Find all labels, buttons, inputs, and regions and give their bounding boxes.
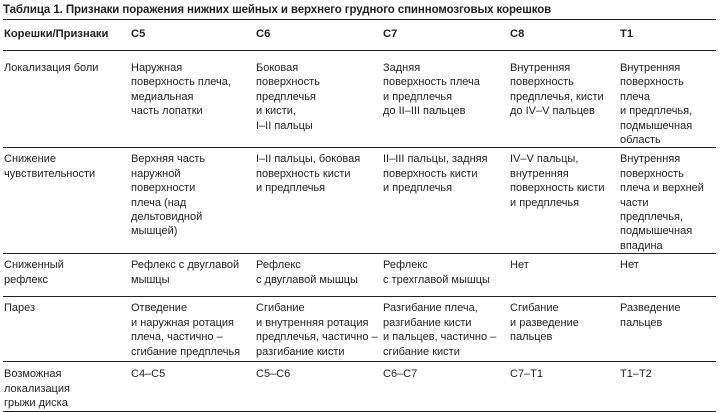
cell-c8: Внутренняя поверхность предплечья, кисти до IV–V пальцев [510, 62, 604, 118]
header-c7: C7 [383, 28, 398, 41]
cell-c6: Рефлекс с двуглавой мышцы [256, 259, 358, 286]
cell-c5: C4–C5 [131, 368, 166, 381]
cell-c6: Боковая поверхность предплечья и кисти, I–II пальцы [256, 62, 320, 132]
row-reduced-reflex [3, 254, 716, 297]
row-label: Сниженный рефлекс [4, 259, 64, 286]
row-label: Парез [4, 302, 36, 315]
symptoms-table [3, 19, 716, 412]
cell-c6: Сгибание и внутренняя ротация предплечья, частично – разгибание кисти [256, 302, 378, 358]
cell-t1: T1–T2 [620, 368, 652, 381]
header-c5: C5 [131, 28, 146, 41]
cell-t1: Внутренняя поверхность плеча и предплечья, подмышечная область [620, 62, 693, 147]
row-label: Снижение чувствительности [4, 153, 96, 180]
cell-c5: Наружная поверхность плеча, медиальная часть лопатки [131, 62, 231, 118]
row-paresis [3, 297, 716, 362]
header-c6: C6 [256, 28, 271, 41]
cell-t1: Разведение пальцев [620, 302, 681, 329]
row-label: Локализация боли [4, 62, 99, 74]
header-t1: T1 [620, 28, 634, 41]
cell-c8: Сгибание и разведение пальцев [510, 302, 579, 344]
cell-c8: IV–V пальцы, внутренняя поверхность кисти и предплечья [510, 153, 605, 209]
cell-c5: Верхняя часть наружной поверхности плеча (над дельтовидной мышцей) [131, 153, 206, 238]
cell-c5: Рефлекс с двуглавой мышцы [131, 259, 240, 286]
cell-c6: C5–C6 [256, 368, 291, 381]
header-row [3, 20, 716, 51]
cell-c7: II–III пальцы, задняя поверхность кисти и предплечья [383, 153, 488, 195]
cell-c7: Задняя поверхность плеча и предплечья до II–III пальцев [383, 62, 480, 118]
header-roots-signs: Корешки/Признаки [4, 28, 109, 41]
cell-t1: Нет [620, 259, 639, 272]
cell-c6: I–II пальцы, боковая поверхность кисти и предплечья [256, 153, 361, 195]
cell-c8: C7–T1 [510, 368, 544, 381]
cell-c7: Разгибание плеча, разгибание кисти и пальцев, частично – сгибание кисти [383, 302, 497, 358]
table-title: Таблица 1. Признаки поражения нижних шейных и верхнего грудного спинномозговых корешков [3, 4, 552, 16]
row-pain-localization [3, 51, 716, 148]
row-sensitivity-loss [3, 148, 716, 254]
header-c8: C8 [510, 28, 525, 41]
cell-c5: Отведение и наружная ротация плеча, частично – сгибание предплечья [131, 302, 241, 358]
cell-c7: C6–C7 [383, 368, 418, 381]
cell-t1: Внутренняя поверхность плеча и верхней части предплечья, подмышечная впадина [620, 153, 704, 252]
row-label: Возможная локализация грыжи диска [4, 368, 70, 410]
row-hernia-localization [3, 362, 716, 411]
cell-c7: Рефлекс с трехглавой мышцы [383, 259, 490, 286]
cell-c8: Нет [510, 259, 529, 272]
